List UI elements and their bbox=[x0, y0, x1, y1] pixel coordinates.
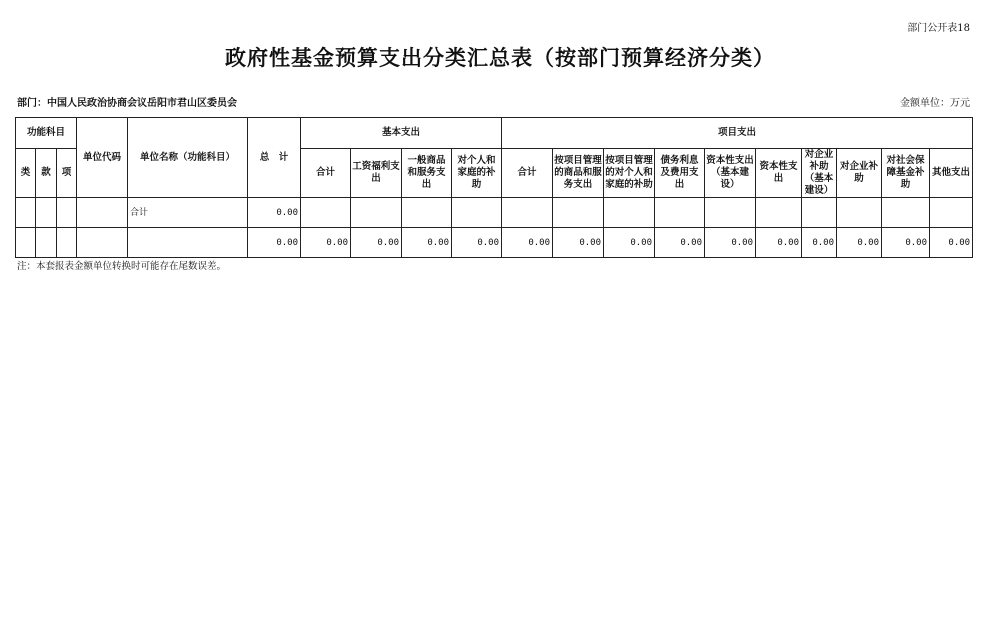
value-cell: 0.00 bbox=[452, 228, 502, 258]
table-cell bbox=[930, 198, 973, 228]
table-cell bbox=[36, 198, 57, 228]
header-project-col: 对社会保障基金补助 bbox=[882, 149, 930, 198]
table-row-values bbox=[16, 228, 973, 258]
header-basic-col: 合计 bbox=[301, 149, 351, 198]
amount-unit-label: 金额单位：万元 bbox=[900, 98, 970, 109]
header-project-col: 合计 bbox=[502, 149, 553, 198]
table-cell bbox=[16, 228, 36, 258]
header-func-subject: 功能科目 bbox=[16, 118, 77, 149]
table-cell bbox=[57, 198, 77, 228]
header-project-col: 按项目管理的商品和服务支出 bbox=[553, 149, 604, 198]
header-basic-expenditure: 基本支出 bbox=[301, 118, 502, 149]
value-cell: 0.00 bbox=[705, 228, 756, 258]
value-cell: 0.00 bbox=[604, 228, 655, 258]
value-cell: 0.00 bbox=[882, 228, 930, 258]
table-cell bbox=[837, 198, 882, 228]
table-cell bbox=[802, 198, 837, 228]
header-unit-name: 单位名称（功能科目） bbox=[128, 118, 248, 198]
header-lei: 类 bbox=[16, 149, 36, 198]
value-cell: 0.00 bbox=[837, 228, 882, 258]
table-cell bbox=[604, 198, 655, 228]
header-project-col: 资本性支出 bbox=[756, 149, 802, 198]
value-cell: 0.00 bbox=[402, 228, 452, 258]
value-cell: 0.00 bbox=[802, 228, 837, 258]
row-total-cell: 0.00 bbox=[248, 228, 301, 258]
header-basic-col: 工资福利支出 bbox=[351, 149, 402, 198]
table-cell bbox=[36, 228, 57, 258]
header-project-col: 资本性支出（基本建设） bbox=[705, 149, 756, 198]
header-kuan: 款 bbox=[36, 149, 57, 198]
table-cell bbox=[128, 228, 248, 258]
header-project-col: 按项目管理的对个人和家庭的补助 bbox=[604, 149, 655, 198]
header-basic-col: 对个人和家庭的补助 bbox=[452, 149, 502, 198]
table-cell bbox=[705, 198, 756, 228]
header-project-col: 对企业补助 bbox=[837, 149, 882, 198]
header-project-col: 债务利息及费用支出 bbox=[655, 149, 705, 198]
table-cell bbox=[301, 198, 351, 228]
row-total-cell: 0.00 bbox=[248, 198, 301, 228]
page-title: 政府性基金预算支出分类汇总表（按部门预算经济分类） bbox=[225, 46, 775, 70]
table-cell bbox=[655, 198, 705, 228]
footnote: 注：本套报表金额单位转换时可能存在尾数误差。 bbox=[17, 261, 227, 272]
value-cell: 0.00 bbox=[756, 228, 802, 258]
header-project-expenditure: 项目支出 bbox=[502, 118, 973, 149]
header-total: 总 计 bbox=[248, 118, 301, 198]
table-cell bbox=[553, 198, 604, 228]
table-cell bbox=[452, 198, 502, 228]
header-project-col: 对企业补助（基本建设） bbox=[802, 149, 837, 198]
table-cell bbox=[756, 198, 802, 228]
form-number: 部门公开表18 bbox=[907, 23, 970, 34]
value-cell: 0.00 bbox=[502, 228, 553, 258]
value-cell: 0.00 bbox=[655, 228, 705, 258]
department-label: 部门：中国人民政治协商会议岳阳市君山区委员会 bbox=[17, 98, 237, 109]
table-row-subtotal bbox=[16, 198, 973, 228]
table-cell bbox=[402, 198, 452, 228]
header-unit-code: 单位代码 bbox=[77, 118, 128, 198]
header-basic-col: 一般商品和服务支出 bbox=[402, 149, 452, 198]
value-cell: 0.00 bbox=[301, 228, 351, 258]
table-cell bbox=[16, 198, 36, 228]
table-cell bbox=[502, 198, 553, 228]
table-cell bbox=[882, 198, 930, 228]
value-cell: 0.00 bbox=[930, 228, 973, 258]
header-project-col: 其他支出 bbox=[930, 149, 973, 198]
table-cell bbox=[57, 228, 77, 258]
expenditure-table bbox=[15, 117, 973, 258]
row-name-cell: 合计 bbox=[128, 198, 248, 228]
header-xiang: 项 bbox=[57, 149, 77, 198]
value-cell: 0.00 bbox=[351, 228, 402, 258]
table-cell bbox=[351, 198, 402, 228]
table-cell bbox=[77, 198, 128, 228]
value-cell: 0.00 bbox=[553, 228, 604, 258]
table-cell bbox=[77, 228, 128, 258]
